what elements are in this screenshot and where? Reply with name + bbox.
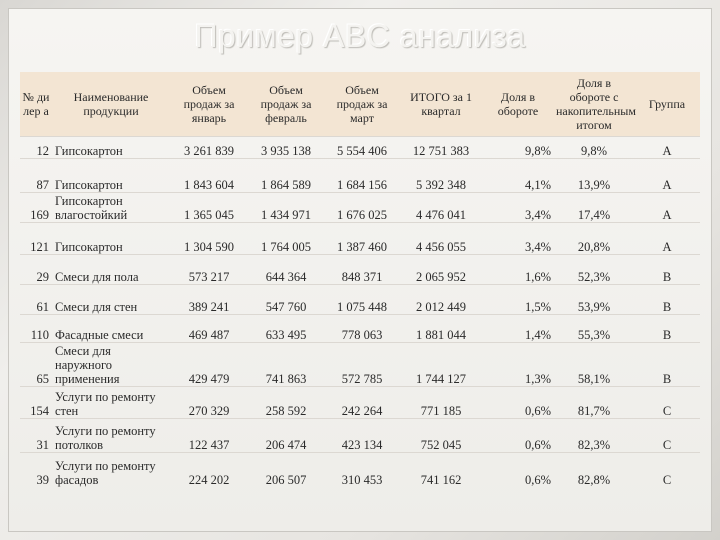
cell-cumulative: 82,3% <box>554 419 634 453</box>
cell-group: B <box>634 255 700 285</box>
table-row <box>20 285 700 315</box>
cell-share: 1,6% <box>482 255 554 285</box>
header-jan: Объем продаж за январь <box>170 72 248 137</box>
cell-february: 1 434 971 <box>248 193 324 223</box>
cell-january: 429 479 <box>170 343 248 387</box>
cell-total: 752 045 <box>400 419 482 453</box>
cell-february: 3 935 138 <box>248 137 324 159</box>
cell-total: 5 392 348 <box>400 159 482 193</box>
table-row <box>20 255 700 285</box>
cell-march: 848 371 <box>324 255 400 285</box>
cell-group: A <box>634 223 700 255</box>
header-feb: Объем продаж за февраль <box>248 72 324 137</box>
cell-name: Гипсокартон <box>52 223 170 255</box>
cell-share: 9,8% <box>482 137 554 159</box>
slide-title: Пример ABC анализа <box>194 18 526 54</box>
cell-name: Услуги по ремонту стен <box>52 387 170 419</box>
cell-number: 121 <box>20 223 52 255</box>
cell-name: Гипсокартон влагостойкий <box>52 193 170 223</box>
cell-group: B <box>634 285 700 315</box>
cell-number: 12 <box>20 137 52 159</box>
cell-name: Услуги по ремонту потолков <box>52 419 170 453</box>
cell-february: 206 474 <box>248 419 324 453</box>
table-row <box>20 453 700 487</box>
table-row <box>20 315 700 343</box>
cell-january: 270 329 <box>170 387 248 419</box>
cell-share: 0,6% <box>482 453 554 487</box>
table-row <box>20 223 700 255</box>
header-row <box>20 72 700 137</box>
cell-group: B <box>634 315 700 343</box>
cell-group: B <box>634 343 700 387</box>
header-share: Доля в обороте <box>482 72 554 137</box>
cell-cumulative: 13,9% <box>554 159 634 193</box>
table-row <box>20 159 700 193</box>
cell-share: 0,6% <box>482 419 554 453</box>
cell-number: 169 <box>20 193 52 223</box>
cell-share: 3,4% <box>482 223 554 255</box>
cell-cumulative: 9,8% <box>554 137 634 159</box>
cell-number: 39 <box>20 453 52 487</box>
cell-group: A <box>634 193 700 223</box>
cell-share: 0,6% <box>482 387 554 419</box>
cell-cumulative: 58,1% <box>554 343 634 387</box>
cell-february: 206 507 <box>248 453 324 487</box>
cell-name: Гипсокартон <box>52 159 170 193</box>
cell-total: 771 185 <box>400 387 482 419</box>
cell-name: Смеси для стен <box>52 285 170 315</box>
cell-group: C <box>634 419 700 453</box>
cell-share: 1,5% <box>482 285 554 315</box>
table-row <box>20 193 700 223</box>
cell-total: 12 751 383 <box>400 137 482 159</box>
cell-february: 644 364 <box>248 255 324 285</box>
cell-name: Фасадные смеси <box>52 315 170 343</box>
header-name: Наименование продукции <box>52 72 170 137</box>
cell-share: 1,3% <box>482 343 554 387</box>
header-num: № ди лер а <box>20 72 52 137</box>
cell-group: C <box>634 453 700 487</box>
cell-number: 29 <box>20 255 52 285</box>
cell-cumulative: 82,8% <box>554 453 634 487</box>
cell-february: 258 592 <box>248 387 324 419</box>
cell-name: Смеси для пола <box>52 255 170 285</box>
table-row <box>20 137 700 159</box>
cell-january: 224 202 <box>170 453 248 487</box>
abc-table <box>20 72 700 487</box>
cell-cumulative: 52,3% <box>554 255 634 285</box>
header-total: ИТОГО за 1 квартал <box>400 72 482 137</box>
cell-number: 61 <box>20 285 52 315</box>
cell-january: 122 437 <box>170 419 248 453</box>
cell-total: 2 012 449 <box>400 285 482 315</box>
header-group: Группа <box>634 72 700 137</box>
cell-share: 1,4% <box>482 315 554 343</box>
cell-january: 389 241 <box>170 285 248 315</box>
cell-march: 5 554 406 <box>324 137 400 159</box>
cell-march: 1 075 448 <box>324 285 400 315</box>
cell-march: 572 785 <box>324 343 400 387</box>
cell-february: 1 864 589 <box>248 159 324 193</box>
cell-cumulative: 53,9% <box>554 285 634 315</box>
cell-cumulative: 20,8% <box>554 223 634 255</box>
cell-january: 3 261 839 <box>170 137 248 159</box>
cell-february: 547 760 <box>248 285 324 315</box>
cell-february: 1 764 005 <box>248 223 324 255</box>
table-row <box>20 419 700 453</box>
cell-name: Смеси для наружного применения <box>52 343 170 387</box>
cell-january: 469 487 <box>170 315 248 343</box>
cell-march: 778 063 <box>324 315 400 343</box>
cell-group: C <box>634 387 700 419</box>
cell-total: 1 881 044 <box>400 315 482 343</box>
cell-group: A <box>634 137 700 159</box>
cell-number: 87 <box>20 159 52 193</box>
cell-share: 3,4% <box>482 193 554 223</box>
cell-february: 741 863 <box>248 343 324 387</box>
cell-total: 4 476 041 <box>400 193 482 223</box>
cell-total: 4 456 055 <box>400 223 482 255</box>
cell-total: 2 065 952 <box>400 255 482 285</box>
cell-january: 1 304 590 <box>170 223 248 255</box>
cell-cumulative: 55,3% <box>554 315 634 343</box>
cell-name: Гипсокартон <box>52 137 170 159</box>
cell-march: 1 684 156 <box>324 159 400 193</box>
cell-march: 310 453 <box>324 453 400 487</box>
cell-total: 1 744 127 <box>400 343 482 387</box>
table-row <box>20 387 700 419</box>
cell-group: A <box>634 159 700 193</box>
cell-march: 1 387 460 <box>324 223 400 255</box>
header-mar: Объем продаж за март <box>324 72 400 137</box>
cell-cumulative: 17,4% <box>554 193 634 223</box>
cell-total: 741 162 <box>400 453 482 487</box>
cell-january: 1 365 045 <box>170 193 248 223</box>
cell-march: 242 264 <box>324 387 400 419</box>
cell-number: 65 <box>20 343 52 387</box>
table-row <box>20 343 700 387</box>
cell-cumulative: 81,7% <box>554 387 634 419</box>
header-cumulative: Доля в обороте с накопительным итогом <box>554 72 634 137</box>
table-body <box>20 137 700 487</box>
cell-number: 154 <box>20 387 52 419</box>
cell-march: 1 676 025 <box>324 193 400 223</box>
cell-share: 4,1% <box>482 159 554 193</box>
cell-number: 110 <box>20 315 52 343</box>
cell-february: 633 495 <box>248 315 324 343</box>
cell-name: Услуги по ремонту фасадов <box>52 453 170 487</box>
cell-january: 1 843 604 <box>170 159 248 193</box>
cell-number: 31 <box>20 419 52 453</box>
cell-january: 573 217 <box>170 255 248 285</box>
cell-march: 423 134 <box>324 419 400 453</box>
